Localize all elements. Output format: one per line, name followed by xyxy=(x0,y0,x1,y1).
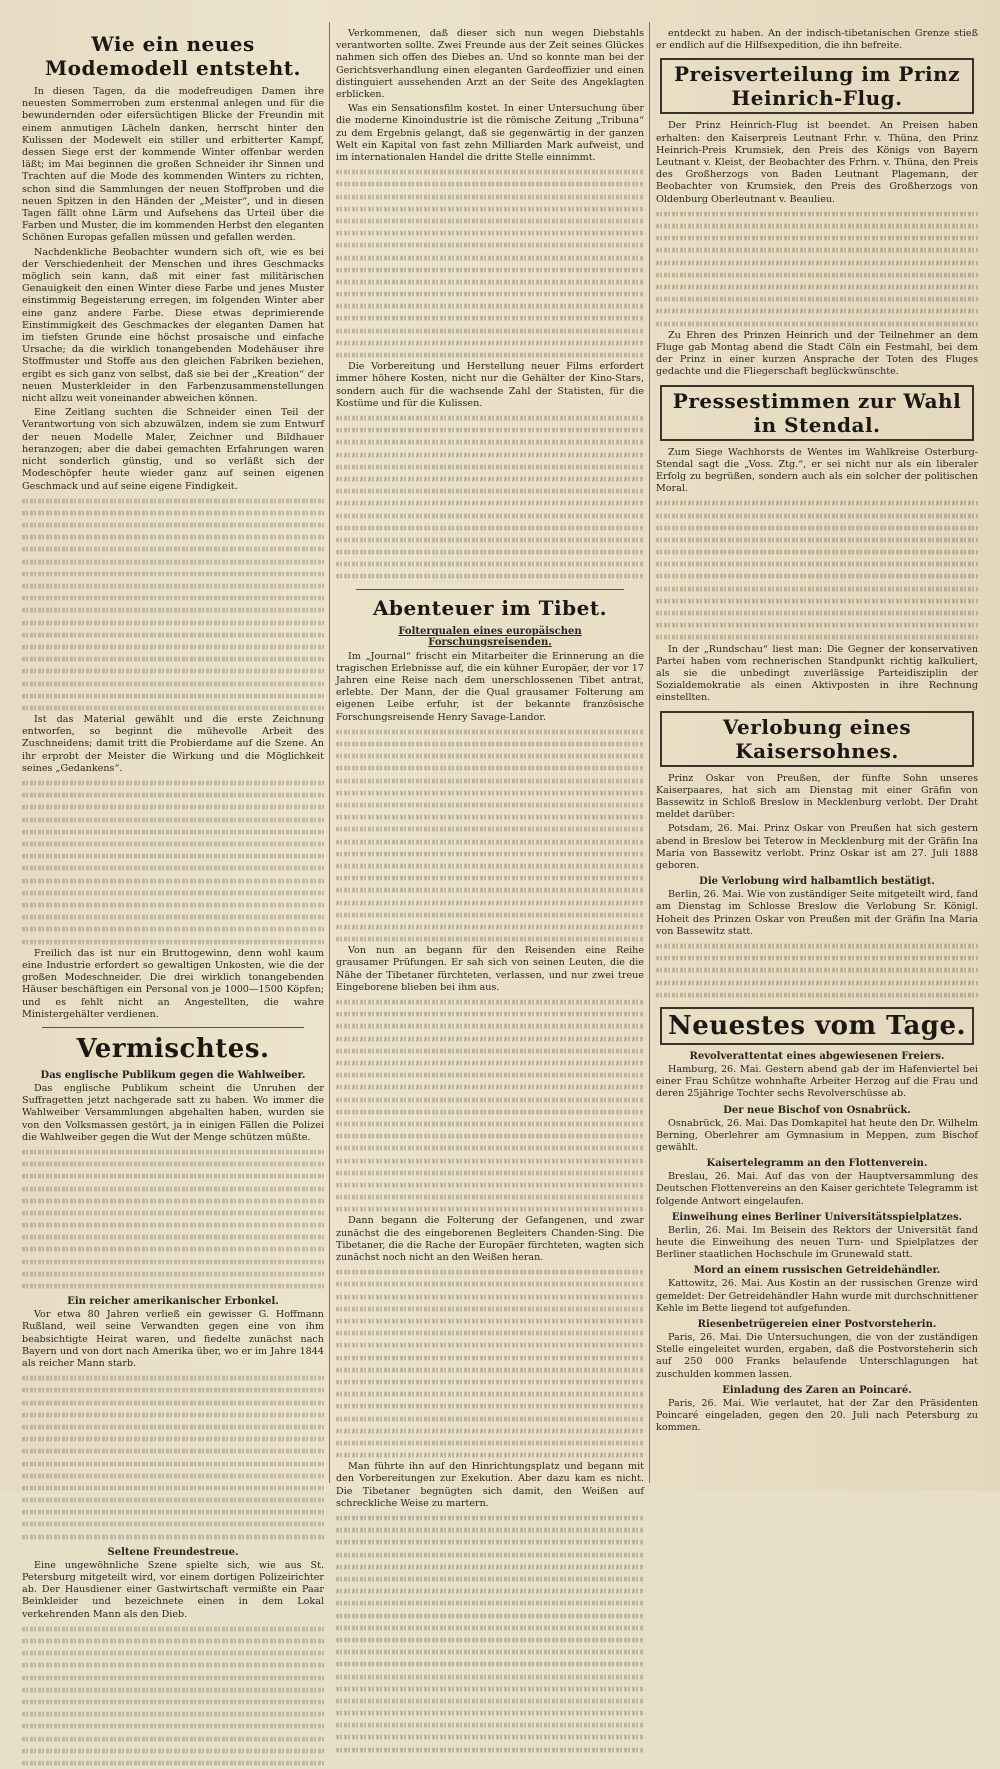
item-heading: Riesenbetrügereien einer Postvorsteherin. xyxy=(697,1319,937,1331)
headline-tibet: Abenteuer im Tibet. xyxy=(372,595,608,620)
paragraph: Zu Ehren des Prinzen Heinrich und der Teilnehmer an dem Fluge gab Montag abend die Stadt Cöln ein Festmahl, bei dem der Prinz in einer kurzen Ansprache der Toten des Fluges gedachte und die Fliegerschaft beglückwünschte. xyxy=(656,329,978,378)
paragraph: In der „Rundschau“ liest man: Die Gegner der konservativen Partei haben vom rechnerischen Standpunkt richtig kalkuliert, als sie die unbedingt zuverlässige Parteidisziplin der Sozialdemokratie als einen Aktivposten in ihre Rechnung einstellten. xyxy=(656,643,978,704)
paragraph: Von nun an begann für den Reisenden eine Reihe grausamer Prüfungen. Er sah sich von seinen Leuten, die die Nähe der Tibetaner fürchteten, verlassen, und nur zwei treue Eingeborene blieben bei ihm aus. xyxy=(336,945,644,993)
paragraph: Man führte ihn auf den Hinrichtungsplatz und begann mit den Vorbereitungen zur Exekution. Aber dazu kam es nicht. Die Tibetaner begnügten sich damit, den Weißen auf schreckliche Weise zu martern. xyxy=(336,1461,644,1509)
item-heading: Einweihung eines Berliner Universitätsspielplatzes. xyxy=(671,1211,963,1223)
item-heading: Die Verlobung wird halbamtlich bestätigt. xyxy=(699,876,935,888)
headline-neuestes: Neuestes vom Tage. xyxy=(660,1007,974,1045)
column-1 xyxy=(22,28,324,1620)
column-rule xyxy=(649,22,650,1483)
paragraph: Eine Zeitlang suchten die Schneider einen Teil der Verantwortung von sich abzuwälzen, indem sie zum Entwurf der neuen Modelle Maler, Zeichner und Bildhauer heranzogen; aber die dabei gemachten Erfahrungen waren nicht sonderlich günstig, und so verläßt sich der Modeschöpfer heute wieder ganz auf seinen eigenen Geschmack und auf seine eigene Findigkeit. xyxy=(22,407,324,492)
paragraph: Freilich das ist nur ein Bruttogewinn, denn wohl kaum eine Industrie erfordert so gewaltigen Unkosten, wie die der großen Modeschneider. Die drei wirklich tonangebenden Häuser beschäftigen ein Personal von je 1000—1500 Köpfen; und es fehlt nicht an Angestellten, die wahre Ministergehälter verdienen. xyxy=(22,947,324,1020)
item-text: Paris, 26. Mai. Wie verlautet, hat der Zar den Präsidenten Poincaré eingeladen, gegen den 20. Juli nach Petersburg zu kommen. xyxy=(656,1397,978,1434)
subheadline: Folterqualen eines europäischen Forschungsreisenden. xyxy=(398,625,582,648)
item-heading: Das englische Publikum gegen die Wahlweiber. xyxy=(40,1069,306,1081)
headline-prinz-heinrich-flug: Preisverteilung im Prinz Heinrich-Flug. xyxy=(660,58,974,114)
item-text: Paris, 26. Mai. Die Untersuchungen, die von der zuständigen Stelle eingeleitet wurden, ergaben, daß die Postvorsteherin sich auf 250 000 Franks belaufende Unterschlagungen hat zuschulden kommen lassen. xyxy=(656,1332,978,1380)
text-filler xyxy=(656,940,978,1001)
paragraph: Zum Siege Wachhorsts de Wentes im Wahlkreise Osterburg-Stendal sagt die „Voss. Ztg.“, er sei nicht nur als ein liberaler Erfolg zu begrüßen, sondern auch als ein solcher der politischen Moral. xyxy=(656,446,978,495)
item-heading: Seltene Freundestreue. xyxy=(107,1546,239,1558)
item-heading: Der neue Bischof von Osnabrück. xyxy=(723,1104,911,1116)
column-2 xyxy=(336,28,644,1509)
text-filler xyxy=(336,996,644,1215)
item-text: Kattowitz, 26. Mai. Aus Kostin an der russischen Grenze wird gemeldet: Der Getreidehändler Hahn wurde mit durchschnittener Kehle im Bette liegend tot aufgefunden. xyxy=(656,1278,978,1314)
item-text: Das englische Publikum scheint die Unruhen der Suffragetten jetzt nachgerade satt zu haben. Wo immer die Wahlweiber Versammlungen abgehalten haben, wurden sie von den Volksmassen gestört, ja in einigen Fällen die Polizei die Wahlweiber gegen die Wut der Menge schützen müßte. xyxy=(22,1082,324,1143)
paragraph: Der Prinz Heinrich-Flug ist beendet. An Preisen haben erhalten: den Kaiserpreis Leutnant Frhr. v. Thüna, den Prinz Heinrich-Preis Krumsiek, den Preis des Königs von Bayern Leutnant v. Kleist, der Beobachter des Frhrn. v. Thüna, den Preis des Großherzogs von Baden Leutnant Plagemann, der Beobachter von Krumsiek, den Preis des Großherzogs von Oldenburg Oberleutnant v. Beaulieu. xyxy=(656,120,978,205)
item-text: Vor etwa 80 Jahren verließ ein gewisser G. Hoffmann Rußland, weil seine Verwandten gegen eine von ihm beabsichtigte Heirat waren, und fiedelte zunächst nach Bayern und von dort nach Amerika über, wo er im Jahre 1844 als reicher Mann starb. xyxy=(22,1309,324,1370)
item-text: Osnabrück, 26. Mai. Das Domkapitel hat heute den Dr. Wilhelm Berning, Oberlehrer am Gymnasium in Meppen, zum Bischof gewählt. xyxy=(656,1117,978,1153)
headline-modemodell: Wie ein neues Modemodell entsteht. xyxy=(44,32,302,80)
item-heading: Einladung des Zaren an Poincaré. xyxy=(722,1384,912,1396)
paragraph: entdeckt zu haben. An der indisch-tibetanischen Grenze stieß er endlich auf die Hilfsexpedition, die ihn befreite. xyxy=(656,28,978,52)
text-filler xyxy=(656,497,978,643)
paragraph: Im „Journal“ frischt ein Mitarbeiter die Erinnerung an die tragischen Erlebnisse auf, die ein kühner Europäer, der vor 17 Jahren eine Reise nach dem unerschlossenen Tibet antrat, erlebte. Der Mann, der die Qual grausamer Folterung am eigenen Leibe erfuhr, ist der bekannte französische Forschungsreisende Henry Savage-Landor. xyxy=(336,650,644,723)
column-rule xyxy=(329,22,330,1483)
paragraph: Dann begann die Folterung der Gefangenen, und zwar zunächst die des eingeborenen Begleiters Chanden-Sing. Die Tibetaner, die die Rache der Europäer fürchteten, wagten sich zunächst noch nicht an den Weißen heran. xyxy=(336,1215,644,1264)
text-filler xyxy=(22,1623,324,1769)
text-filler xyxy=(22,1146,324,1292)
text-filler xyxy=(336,1512,644,1756)
paragraph: Ist das Material gewählt und die erste Zeichnung entworfen, so beginnt die mühevolle Arbeit des Zuschneidens; damit tritt die Probierdame auf die Szene. An ihr erprobt der Meister die Wirkung und die Möglichkeit seines „Gedankens“. xyxy=(22,714,324,774)
paragraph: Berlin, 26. Mai. Wie von zuständiger Seite mitgeteilt wird, fand am Dienstag im Schlosse Breslow die Verlobung Sr. Königl. Hoheit des Prinzen Oskar von Preußen mit der Gräfin Ina Maria von Bassewitz statt. xyxy=(656,889,978,937)
text-filler xyxy=(336,166,644,361)
text-filler xyxy=(22,1372,324,1543)
paragraph: Verkommenen, daß dieser sich nun wegen Diebstahls verantworten sollte. Zwei Freunde aus der Zeit seines Glückes nahmen sich offen des Diebes an. Und so konnte man bei der Gerichtsverhandlung einen eleganten Gardeoffizier und einen distinguiert aussehenden Arzt an der Seite des Angeklagten erblicken. xyxy=(336,28,644,101)
paragraph: Potsdam, 26. Mai. Prinz Oskar von Preußen hat sich gestern abend in Breslow bei Teterow in Mecklenburg mit der Gräfin Ina Maria von Bassewitz verlobt. Prinz Oskar ist am 27. Juli 1888 geboren. xyxy=(656,823,978,872)
item-text: Hamburg, 26. Mai. Gestern abend gab der im Hafenviertel bei einer Frau Schütze wohnhafte Arbeiter Herzog auf die Frau und deren 25jährige Tochter sechs Revolverschüsse ab. xyxy=(656,1063,978,1100)
headline-stendal: Pressestimmen zur Wahl in Stendal. xyxy=(660,385,974,441)
text-filler xyxy=(22,495,324,714)
text-filler xyxy=(656,208,978,330)
text-filler xyxy=(336,1266,644,1461)
item-heading: Revolverattentat eines abgewiesenen Freiers. xyxy=(689,1050,945,1062)
paragraph: Die Vorbereitung und Herstellung neuer Films erfordert immer höhere Kosten, nicht nur die Gehälter der Kino-Stars, sondern auch für die wachsende Zahl der Statisten, für die Kostüme und für die Kulissen. xyxy=(336,361,644,409)
paragraph: Nachdenkliche Beobachter wundern sich oft, wie es bei der Verschiedenheit der Menschen und ihres Geschmacks möglich sein kann, daß mit einer fast militärischen Genauigkeit den einen Winter diese Farbe und jenes Muster einstimmig Begeisterung erregen, im folgenden Winter aber eine ganz andere Farbe. Diese etwas deprimierende Einstimmigkeit des Geschmackes der eleganten Damen hat im tiefsten Grunde eine höchst prosaische und einfache Ursache; da die wirklich tonangebenden Modehäuser ihre Stoffmuster und Stoffe aus den gleichen Fabriken beziehen, ergibt es sich ganz von selbst, daß sie bei der „Kreation“ der neuen Musterkleider in den Farbenzusammenstellungen nicht allzu weit voneinander abweichen können. xyxy=(22,246,324,405)
text-filler xyxy=(22,777,324,948)
column-3 xyxy=(656,28,978,1479)
item-text: Eine ungewöhnliche Szene spielte sich, wie aus St. Petersburg mitgeteilt wird, vor einem dortigen Polizeirichter ab. Der Hausdiener einer Gastwirtschaft vermißte ein Paar Beinkleider und bezeichnete einen in dem Lokal verkehrenden Mann als den Dieb. xyxy=(22,1559,324,1620)
item-heading: Ein reicher amerikanischer Erbonkel. xyxy=(67,1296,279,1308)
paragraph: Was ein Sensationsfilm kostet. In einer Untersuchung über die moderne Kinoindustrie ist die römische Zeitung „Tribuna“ zu dem Ergebnis gelangt, daß sie gegenwärtig in der ganzen Welt ein Kapital von fast zehn Milliarden Mark aufweist, und im internationalen Handel die dritte Stelle einnimmt. xyxy=(336,103,644,164)
paragraph: In diesen Tagen, da die modefreudigen Damen ihre neuesten Sommerroben zum erstenmal anlegen und für die bewundernden oder eifersüchtigen Blicke der Freundin mit einem anmutigen Lächeln danken, herrscht hinter den Kulissen der Modewelt ein stiller und erbitterter Kampf, dessen Siege erst der kommende Winter offenbar werden läßt; im Mai beginnen die großen Schneider ihr Sinnen und Trachten auf die Mode des kommenden Winters zu richten, schon sind die Sammlungen der neuen Stoffproben und die neuen Spitzen in den Händen der „Meister“, und in diesen Tagen fällt ohne Lärm und Aufsehens das Urteil über die Farben und Muster, die im kommenden Herbst den eleganten Schönen Europas gefallen müssen und gefallen werden. xyxy=(22,86,324,244)
item-text: Berlin, 26. Mai. Im Beisein des Rektors der Universität fand heute die Einweihung des neuen Turn- und Spielplatzes der Berliner staatlichen Hochschule im Grunewald statt. xyxy=(656,1224,978,1261)
item-heading: Mord an einem russischen Getreidehändler. xyxy=(693,1265,941,1277)
text-filler xyxy=(336,412,644,583)
text-filler xyxy=(336,726,644,945)
divider xyxy=(356,589,624,590)
item-heading: Kaisertelegramm an den Flottenverein. xyxy=(706,1158,928,1170)
divider xyxy=(42,1027,304,1028)
headline-vermischtes: Vermischtes. xyxy=(76,1033,270,1064)
headline-verlobung: Verlobung eines Kaisersohnes. xyxy=(660,711,974,767)
item-text: Breslau, 26. Mai. Auf das von der Hauptversammlung des Deutschen Flottenvereins an den Kaiser gerichtete Telegramm ist folgende Antwort eingelaufen. xyxy=(656,1171,978,1207)
paragraph: Prinz Oskar von Preußen, der fünfte Sohn unseres Kaiserpaares, hat sich am Dienstag mit einer Gräfin von Bassewitz in Schloß Breslow in Mecklenburg verlobt. Der Draht meldet darüber: xyxy=(656,772,978,821)
